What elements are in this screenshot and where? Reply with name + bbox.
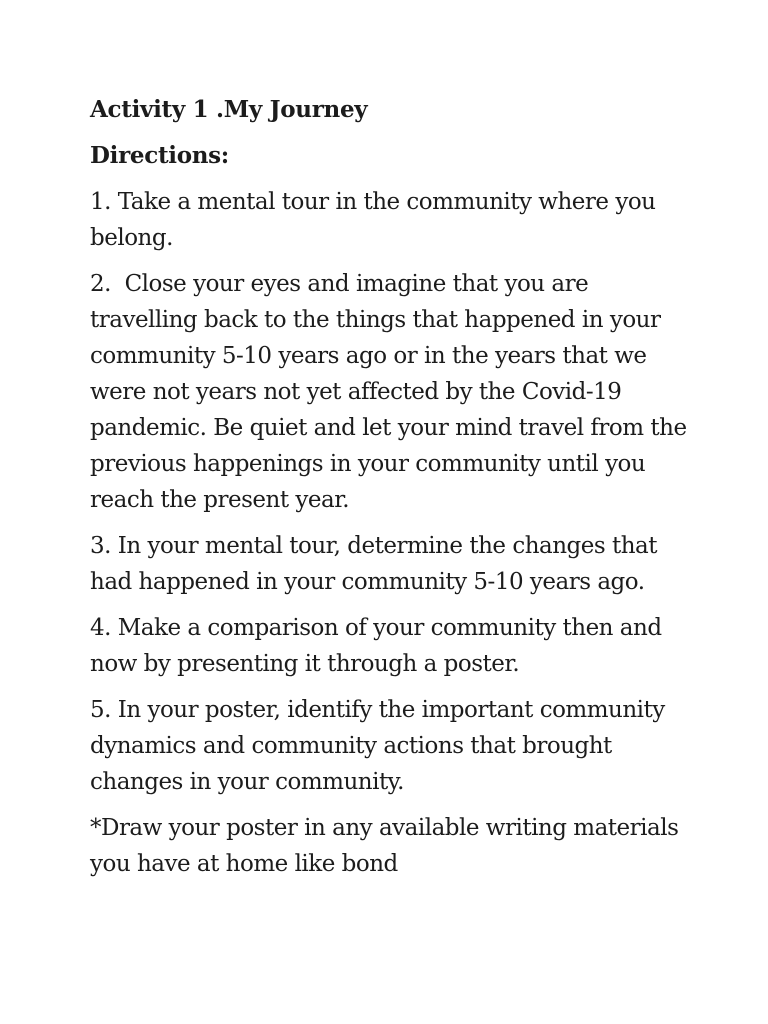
direction-step-1: 1. Take a mental tour in the community where you belong. <box>90 189 656 251</box>
document-page <box>90 92 694 892</box>
directions-heading: Directions: <box>90 142 230 169</box>
direction-step-2: 2. Close your eyes and imagine that you are travelling back to the things that happened in your community 5-10 years ago or in the years that we were not years not yet affected by the Covid-19 pandemic. Be quiet and let your mind travel from the previous happenings in your community until you reach the present year. <box>90 271 694 513</box>
poster-note: *Draw your poster in any available writing materials you have at home like bond <box>90 815 679 877</box>
direction-step-5: 5. In your poster, identify the important community dynamics and community actions that brought changes in your community. <box>90 697 665 795</box>
direction-step-4: 4. Make a comparison of your community then and now by presenting it through a poster. <box>90 615 662 677</box>
direction-step-3: 3. In your mental tour, determine the changes that had happened in your community 5-10 years ago. <box>90 533 658 595</box>
activity-title: Activity 1 .My Journey <box>90 96 368 123</box>
